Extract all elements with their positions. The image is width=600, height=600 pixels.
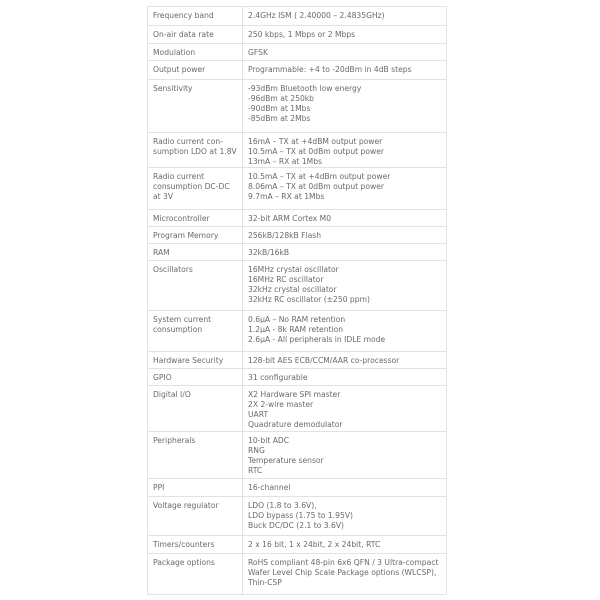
spec-value-line: RNG — [248, 446, 265, 455]
spec-row — [148, 26, 447, 44]
spec-value-line: 2 x 16 bit, 1 x 24bit, 2 x 24bit, RTC — [248, 540, 381, 549]
spec-value-line: 128-bit AES ECB/CCM/AAR co-processor — [248, 356, 400, 365]
spec-value-line: 16-channel — [248, 483, 291, 492]
spec-value-line: 16MHz crystal oscillator — [248, 265, 339, 274]
spec-value-line: Temperature sensor — [248, 456, 324, 465]
spec-label: Frequency band — [148, 7, 243, 26]
spec-row — [148, 210, 447, 227]
spec-row — [148, 244, 447, 261]
spec-value-line: 32kHz crystal oscillator — [248, 285, 337, 294]
spec-row — [148, 61, 447, 80]
spec-value — [243, 44, 447, 61]
spec-value — [243, 210, 447, 227]
spec-label: Voltage regulator — [148, 497, 243, 536]
spec-value — [243, 497, 447, 536]
spec-label: Package options — [148, 554, 243, 595]
spec-value-line: 16MHz RC oscillator — [248, 275, 324, 284]
spec-label: Radio current con-sumption LDO at 1.8V — [148, 133, 243, 168]
spec-label: RAM — [148, 244, 243, 261]
spec-value — [243, 168, 447, 210]
spec-value-line: -96dBm at 250kb — [248, 94, 315, 103]
spec-value — [243, 386, 447, 432]
spec-value-line: 32-bit ARM Cortex M0 — [248, 214, 332, 223]
spec-row — [148, 44, 447, 61]
spec-label: Program Memory — [148, 227, 243, 244]
spec-row — [148, 479, 447, 497]
spec-label: GPIO — [148, 369, 243, 386]
spec-row — [148, 369, 447, 386]
spec-value-line: Programmable: +4 to -20dBm in 4dB steps — [248, 65, 412, 74]
spec-label: Timers/counters — [148, 536, 243, 554]
spec-value-line: -90dBm at 1Mbs — [248, 104, 311, 113]
spec-value-line: Wafer Level Chip Scale Package options (WLCSP), — [248, 568, 437, 577]
spec-value-line: Thin-CSP — [248, 578, 282, 587]
spec-value-line: 10.5mA – TX at 0dBm output power — [248, 147, 385, 156]
spec-label: PPI — [148, 479, 243, 497]
spec-row — [148, 497, 447, 536]
specifications-table — [147, 6, 447, 595]
spec-value-line: RTC — [248, 466, 263, 475]
spec-label: System current consumption — [148, 311, 243, 352]
spec-value-line: 250 kbps, 1 Mbps or 2 Mbps — [248, 30, 356, 39]
spec-value-line: 31 configurable — [248, 373, 308, 382]
spec-value-line: UART — [248, 410, 269, 419]
spec-value-line: 9.7mA – RX at 1Mbs — [248, 192, 325, 201]
spec-row — [148, 352, 447, 369]
spec-label: Peripherals — [148, 432, 243, 479]
spec-value — [243, 369, 447, 386]
spec-value-line: 10-bit ADC — [248, 436, 290, 445]
spec-value — [243, 61, 447, 80]
spec-value — [243, 536, 447, 554]
spec-row — [148, 386, 447, 432]
spec-label: Sensitivity — [148, 80, 243, 133]
spec-value — [243, 7, 447, 26]
spec-value-line: 8.06mA – TX at 0dBm output power — [248, 182, 385, 191]
spec-row — [148, 133, 447, 168]
spec-value — [243, 432, 447, 479]
spec-label: Modulation — [148, 44, 243, 61]
spec-row — [148, 432, 447, 479]
spec-value — [243, 311, 447, 352]
spec-value-line: 2.6µA - All peripherals in IDLE mode — [248, 335, 386, 344]
spec-value — [243, 261, 447, 311]
spec-row — [148, 554, 447, 595]
spec-value-line: -85dBm at 2Mbs — [248, 114, 311, 123]
spec-value — [243, 554, 447, 595]
spec-label: Hardware Security — [148, 352, 243, 369]
spec-value-line: 13mA – RX at 1Mbs — [248, 157, 322, 166]
spec-value-line: 2X 2-wire master — [248, 400, 314, 409]
spec-value — [243, 133, 447, 168]
spec-value — [243, 479, 447, 497]
spec-value — [243, 227, 447, 244]
spec-value-line: X2 Hardware SPI master — [248, 390, 341, 399]
spec-value-line: RoHS compliant 48-pin 6x6 QFN / 3 Ultra-compact — [248, 558, 439, 567]
spec-value-line: 0.6µA – No RAM retention — [248, 315, 346, 324]
spec-row — [148, 168, 447, 210]
spec-row — [148, 311, 447, 352]
spec-label: On-air data rate — [148, 26, 243, 44]
spec-row — [148, 227, 447, 244]
spec-value — [243, 26, 447, 44]
spec-value-line: Buck DC/DC (2.1 to 3.6V) — [248, 521, 345, 530]
spec-value-line: 10.5mA – TX at +4dBm output power — [248, 172, 391, 181]
spec-row — [148, 80, 447, 133]
spec-label: Digital I/O — [148, 386, 243, 432]
spec-value-line: -93dBm Bluetooth low energy — [248, 84, 362, 93]
spec-value-line: 2.4GHz ISM ( 2.40000 – 2.4835GHz) — [248, 11, 385, 20]
spec-label: Microcontroller — [148, 210, 243, 227]
spec-value-line: LDO (1.8 to 3.6V), — [248, 501, 317, 510]
spec-value-line: 32kB/16kB — [248, 248, 290, 257]
spec-value-line: GFSK — [248, 48, 268, 57]
spec-value — [243, 244, 447, 261]
spec-value-line: LDO bypass (1.75 to 1.95V) — [248, 511, 353, 520]
spec-value-line: 32kHz RC oscillator (±250 ppm) — [248, 295, 370, 304]
spec-value-line: 16mA – TX at +4dBM output power — [248, 137, 383, 146]
spec-label: Oscillators — [148, 261, 243, 311]
spec-value-line: 1.2µA - 8k RAM retention — [248, 325, 344, 334]
spec-value — [243, 352, 447, 369]
spec-value-line: Quadrature demodulator — [248, 420, 343, 429]
spec-value — [243, 80, 447, 133]
spec-row — [148, 261, 447, 311]
spec-row — [148, 536, 447, 554]
spec-label: Output power — [148, 61, 243, 80]
spec-value-line: 256kB/128kB Flash — [248, 231, 322, 240]
spec-label: Radio current consumption DC-DC at 3V — [148, 168, 243, 210]
spec-row — [148, 7, 447, 26]
